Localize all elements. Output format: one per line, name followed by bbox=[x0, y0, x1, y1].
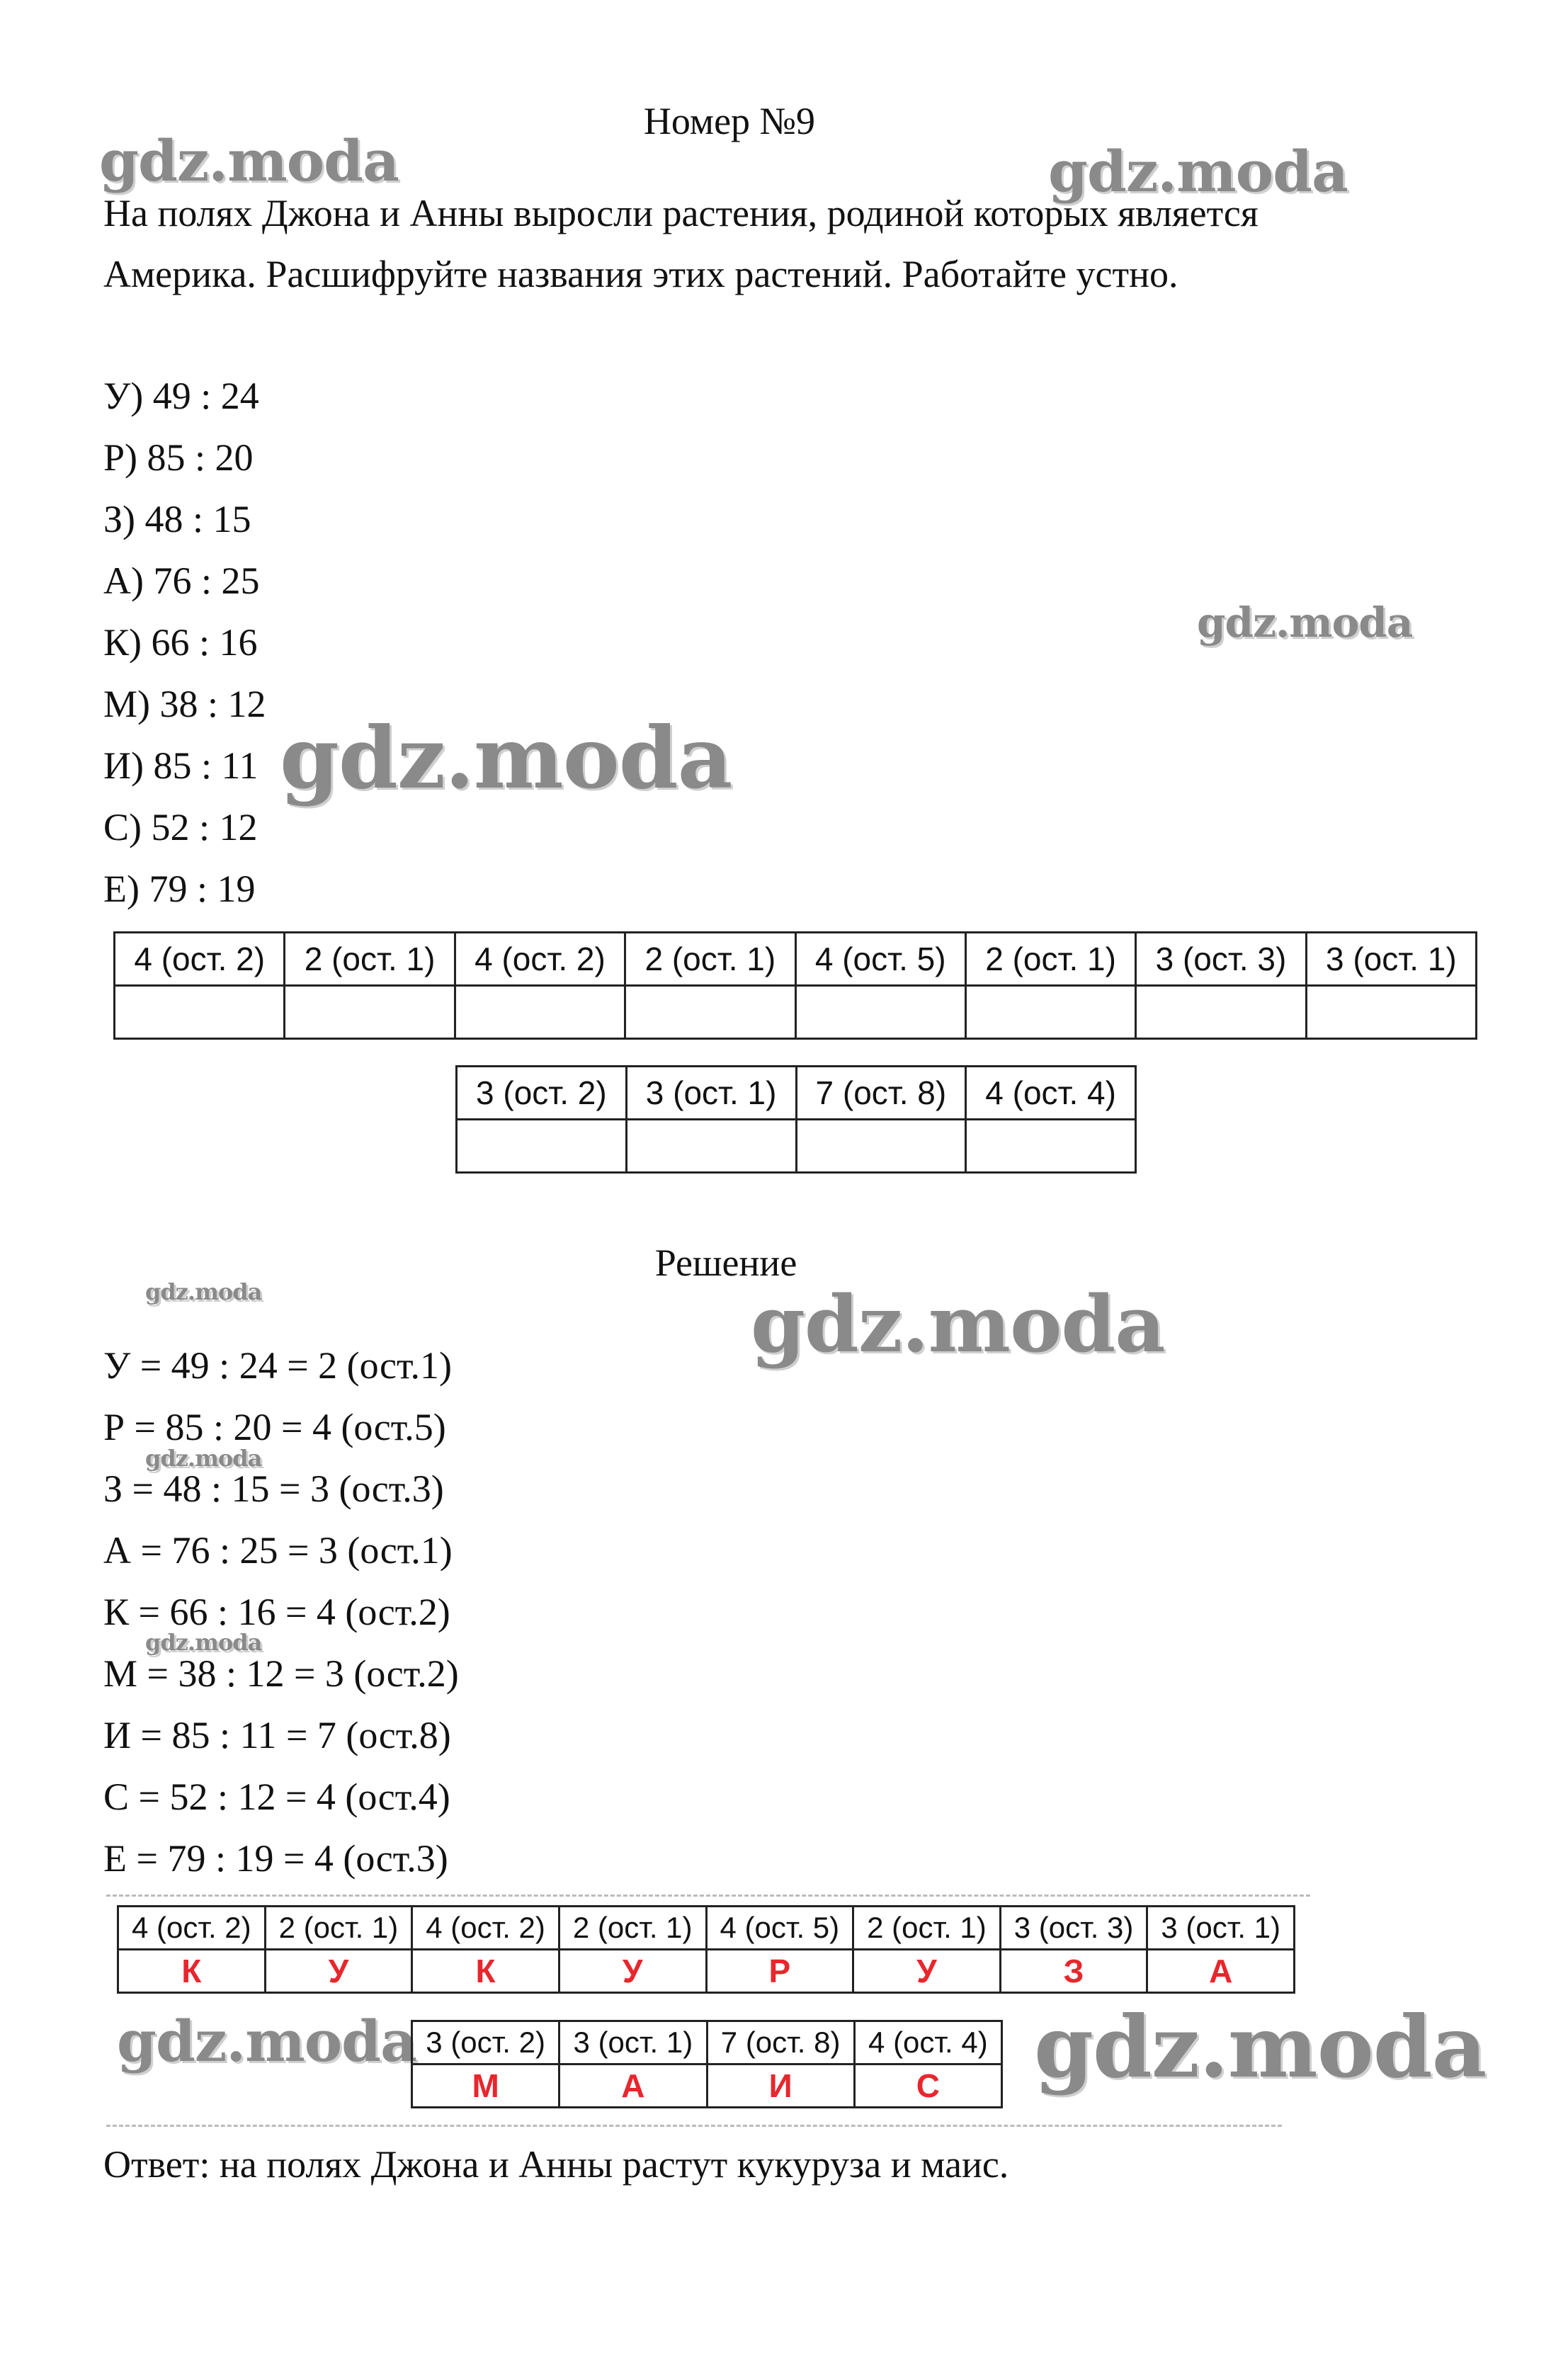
table-cell: 3 (ост. 1) bbox=[1147, 1907, 1295, 1950]
divider bbox=[106, 1895, 1310, 1897]
table-cell: 4 (ост. 2) bbox=[115, 933, 285, 986]
table-cell: 2 (ост. 1) bbox=[285, 933, 455, 986]
answer-letter: А bbox=[1147, 1950, 1295, 1993]
empty-cell bbox=[1306, 986, 1476, 1039]
answer-letter: З bbox=[1000, 1950, 1147, 1993]
task-line: Е) 79 : 19 bbox=[103, 868, 256, 910]
watermark: gdz.moda bbox=[117, 2008, 416, 2074]
table-cell: 4 (ост. 4) bbox=[966, 1067, 1136, 1120]
task-line: М) 38 : 12 bbox=[103, 683, 266, 725]
task-line: Р) 85 : 20 bbox=[103, 436, 254, 479]
empty-cell bbox=[796, 1120, 966, 1173]
table-cell: 2 (ост. 1) bbox=[625, 933, 795, 986]
cipher-table-1 bbox=[113, 931, 1477, 1040]
table-cell: 4 (ост. 5) bbox=[795, 933, 965, 986]
table-cell: 2 (ост. 1) bbox=[265, 1907, 412, 1950]
empty-cell bbox=[115, 986, 285, 1039]
table-cell: 3 (ост. 1) bbox=[1306, 933, 1476, 986]
table-cell: 3 (ост. 1) bbox=[626, 1067, 796, 1120]
watermark: gdz.moda bbox=[145, 1278, 262, 1305]
solution-line: Е = 79 : 19 = 4 (ост.3) bbox=[103, 1837, 448, 1880]
solution-line: З = 48 : 15 = 3 (ост.3) bbox=[103, 1467, 444, 1510]
table-cell: 4 (ост. 2) bbox=[118, 1907, 266, 1950]
divider bbox=[106, 2125, 1282, 2127]
empty-cell bbox=[626, 1120, 796, 1173]
empty-cell bbox=[966, 1120, 1136, 1173]
answer-letter: Р bbox=[706, 1950, 853, 1993]
table-cell: 4 (ост. 2) bbox=[412, 1907, 559, 1950]
watermark: gdz.moda bbox=[280, 708, 732, 808]
answer-letter: У bbox=[265, 1950, 412, 1993]
task-line: А) 76 : 25 bbox=[103, 560, 260, 602]
table-cell: 3 (ост. 2) bbox=[412, 2021, 559, 2064]
solution-line: К = 66 : 16 = 4 (ост.2) bbox=[103, 1591, 450, 1633]
solution-line: И = 85 : 11 = 7 (ост.8) bbox=[103, 1714, 451, 1756]
answer-table-1 bbox=[117, 1905, 1295, 1994]
empty-cell bbox=[625, 986, 795, 1039]
empty-cell bbox=[1136, 986, 1306, 1039]
task-line: К) 66 : 16 bbox=[103, 621, 258, 664]
answer-letter: К bbox=[412, 1950, 559, 1993]
table-cell: 3 (ост. 3) bbox=[1000, 1907, 1147, 1950]
table-cell: 7 (ост. 8) bbox=[796, 1067, 966, 1120]
answer-letter: У bbox=[559, 1950, 706, 1993]
task-line: З) 48 : 15 bbox=[103, 498, 251, 540]
solution-line: С = 52 : 12 = 4 (ост.4) bbox=[103, 1776, 450, 1818]
empty-cell bbox=[795, 986, 965, 1039]
page-title: Номер №9 bbox=[643, 100, 816, 142]
answer-table-2 bbox=[411, 2020, 1003, 2108]
watermark: gdz.moda bbox=[1034, 1997, 1487, 2097]
answer-letter: У bbox=[853, 1950, 1001, 1993]
table-cell: 2 (ост. 1) bbox=[853, 1907, 1001, 1950]
watermark: gdz.moda bbox=[145, 1629, 262, 1656]
solution-line: Р = 85 : 20 = 4 (ост.5) bbox=[103, 1406, 446, 1448]
answer-letter: А bbox=[559, 2064, 707, 2108]
table-cell: 3 (ост. 3) bbox=[1136, 933, 1306, 986]
table-cell: 7 (ост. 8) bbox=[707, 2021, 854, 2064]
watermark: gdz.moda bbox=[99, 127, 399, 194]
answer-letter: С bbox=[854, 2064, 1001, 2108]
solution-line: М = 38 : 12 = 3 (ост.2) bbox=[103, 1652, 459, 1695]
task-intro: На полях Джона и Анны выросли растения, родиной которых является Америка. Расшифруйте названия этих растений. Работайте устно. bbox=[103, 192, 1259, 295]
empty-cell bbox=[965, 986, 1135, 1039]
task-line: У) 49 : 24 bbox=[103, 375, 259, 417]
final-answer: Ответ: на полях Джона и Анны растут кукуруза и маис. bbox=[103, 2143, 1009, 2186]
empty-cell bbox=[457, 1120, 627, 1173]
task-line: И) 85 : 11 bbox=[103, 744, 259, 787]
answer-letter: М bbox=[412, 2064, 559, 2108]
table-cell: 4 (ост. 5) bbox=[706, 1907, 853, 1950]
table-cell: 3 (ост. 1) bbox=[559, 2021, 707, 2064]
watermark: gdz.moda bbox=[751, 1278, 1165, 1370]
solution-line: У = 49 : 24 = 2 (ост.1) bbox=[103, 1344, 452, 1387]
watermark: gdz.moda bbox=[145, 1445, 262, 1472]
empty-cell bbox=[455, 986, 625, 1039]
table-cell: 2 (ост. 1) bbox=[965, 933, 1135, 986]
table-cell: 3 (ост. 2) bbox=[457, 1067, 627, 1120]
solution-line: А = 76 : 25 = 3 (ост.1) bbox=[103, 1529, 453, 1572]
cipher-table-2 bbox=[455, 1065, 1137, 1174]
watermark: gdz.moda bbox=[1197, 598, 1413, 647]
empty-cell bbox=[285, 986, 455, 1039]
task-line: С) 52 : 12 bbox=[103, 806, 258, 848]
answer-letter: И bbox=[707, 2064, 854, 2108]
table-cell: 4 (ост. 4) bbox=[854, 2021, 1001, 2064]
table-cell: 2 (ост. 1) bbox=[559, 1907, 706, 1950]
answer-letter: К bbox=[118, 1950, 266, 1993]
solution-heading: Решение bbox=[654, 1242, 797, 1284]
table-cell: 4 (ост. 2) bbox=[455, 933, 625, 986]
watermark: gdz.moda bbox=[1048, 138, 1348, 205]
